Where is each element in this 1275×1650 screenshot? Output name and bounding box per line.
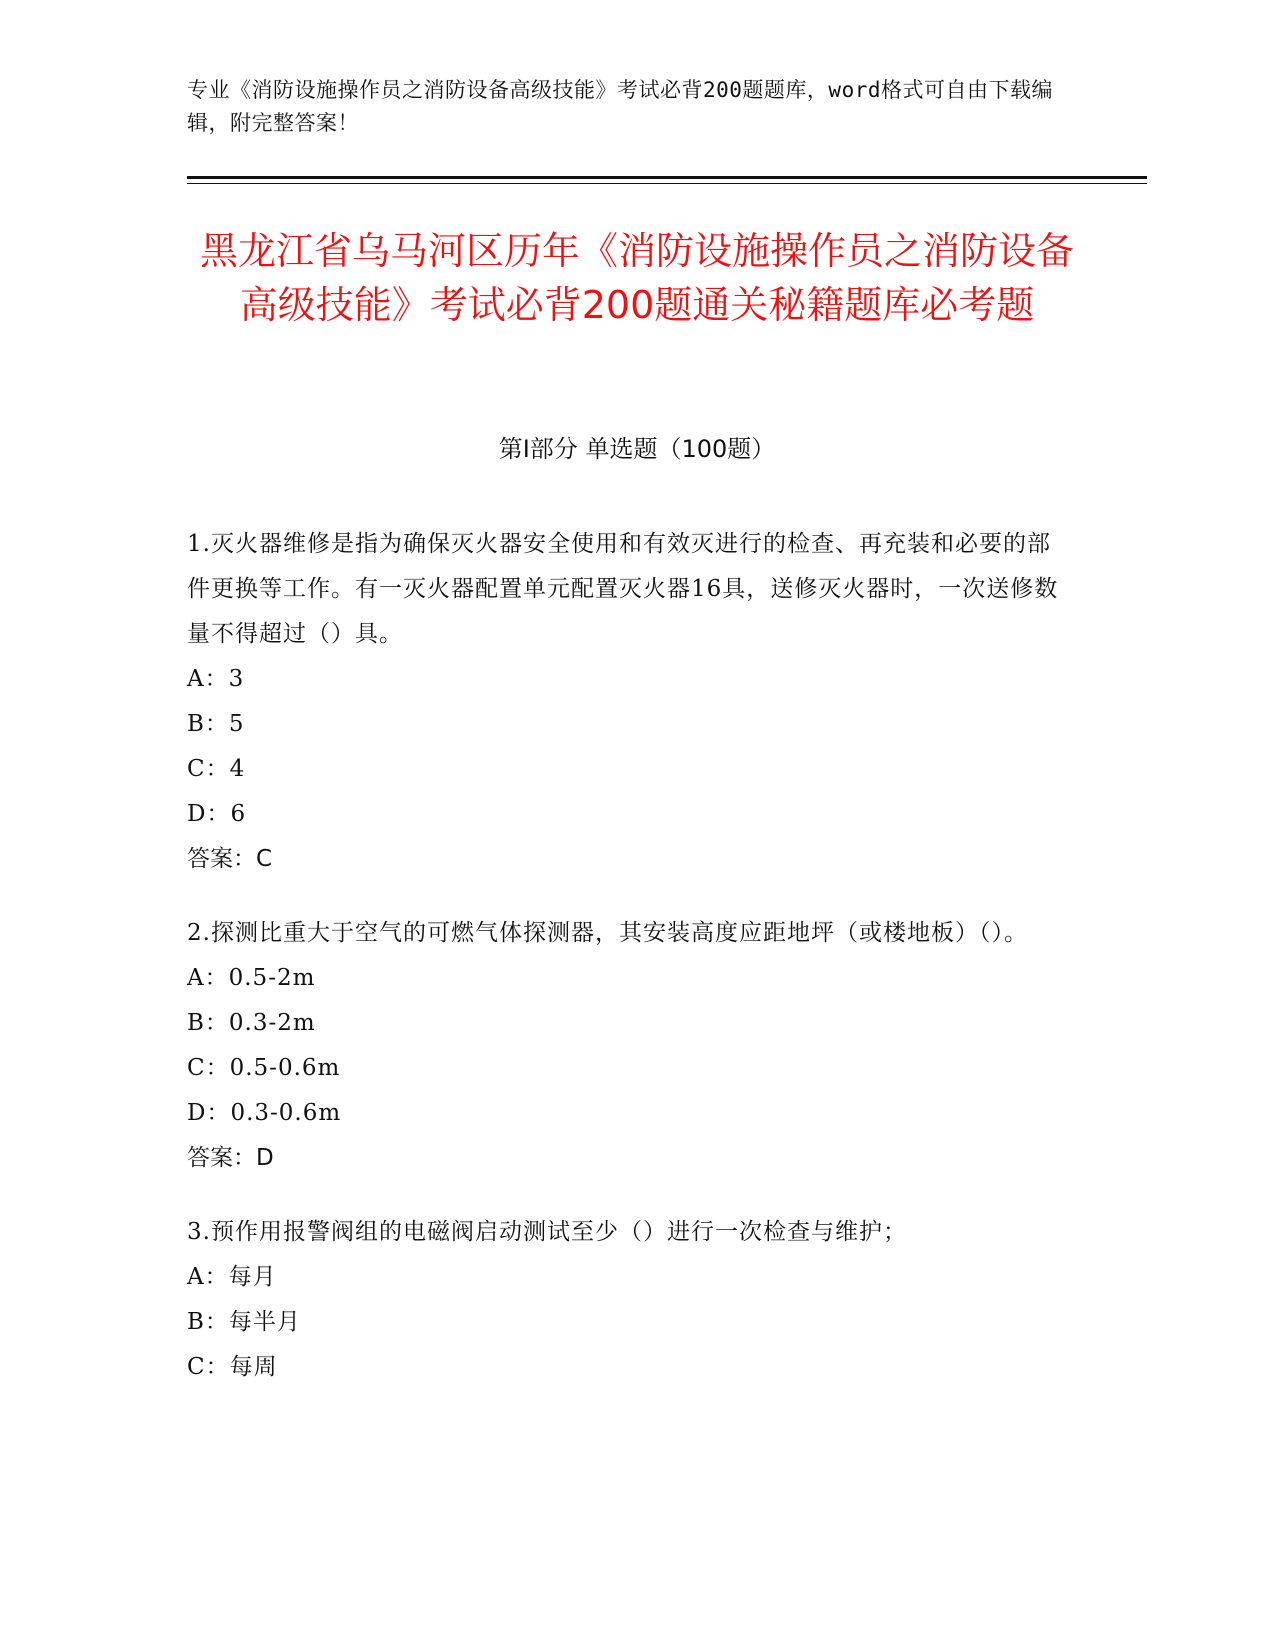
question-item	[187, 1210, 1067, 1390]
section-heading: 第Ⅰ部分 单选题（100题）	[498, 435, 776, 463]
option-b: B：0.3-2m	[187, 1010, 316, 1036]
option-c: C：每周	[187, 1354, 278, 1380]
option-b: B：5	[187, 711, 245, 737]
question-stem: 3.预作用报警阀组的电磁阀启动测试至少（）进行一次检查与维护；	[187, 1219, 907, 1245]
answer-line: 答案：C	[187, 846, 273, 872]
question-stem: 1.灭火器维修是指为确保灭火器安全使用和有效灭进行的检查、再充装和必要的部件更换等工作。有一灭火器配置单元配置灭火器16具，送修灭火器时，一次送修数量不得超过（）具。	[187, 531, 1059, 647]
option-c: C：0.5-0.6m	[187, 1055, 341, 1081]
answer-line: 答案：D	[187, 1145, 274, 1171]
option-d: D：0.3-0.6m	[187, 1100, 342, 1126]
question-stem: 2.探测比重大于空气的可燃气体探测器，其安装高度应距地坪（或楼地板）（）。	[187, 920, 1028, 946]
option-a: A：3	[187, 666, 245, 692]
option-d: D：6	[187, 801, 247, 827]
option-a: A：0.5-2m	[187, 965, 316, 991]
header-divider-thick	[187, 176, 1147, 179]
document-title: 黑龙江省乌马河区历年《消防设施操作员之消防设备高级技能》考试必背200题通关秘籍题库必考题	[199, 229, 1074, 327]
header-note: 专业《消防设施操作员之消防设备高级技能》考试必背200题题库，word格式可自由下载编辑，附完整答案！	[187, 78, 1053, 135]
question-item	[187, 911, 1067, 1181]
option-c: C：4	[187, 756, 246, 782]
question-list	[187, 522, 1067, 1419]
question-item	[187, 522, 1067, 882]
header-divider-thin	[187, 183, 1147, 184]
option-a: A：每月	[187, 1264, 277, 1290]
option-b: B：每半月	[187, 1309, 301, 1335]
